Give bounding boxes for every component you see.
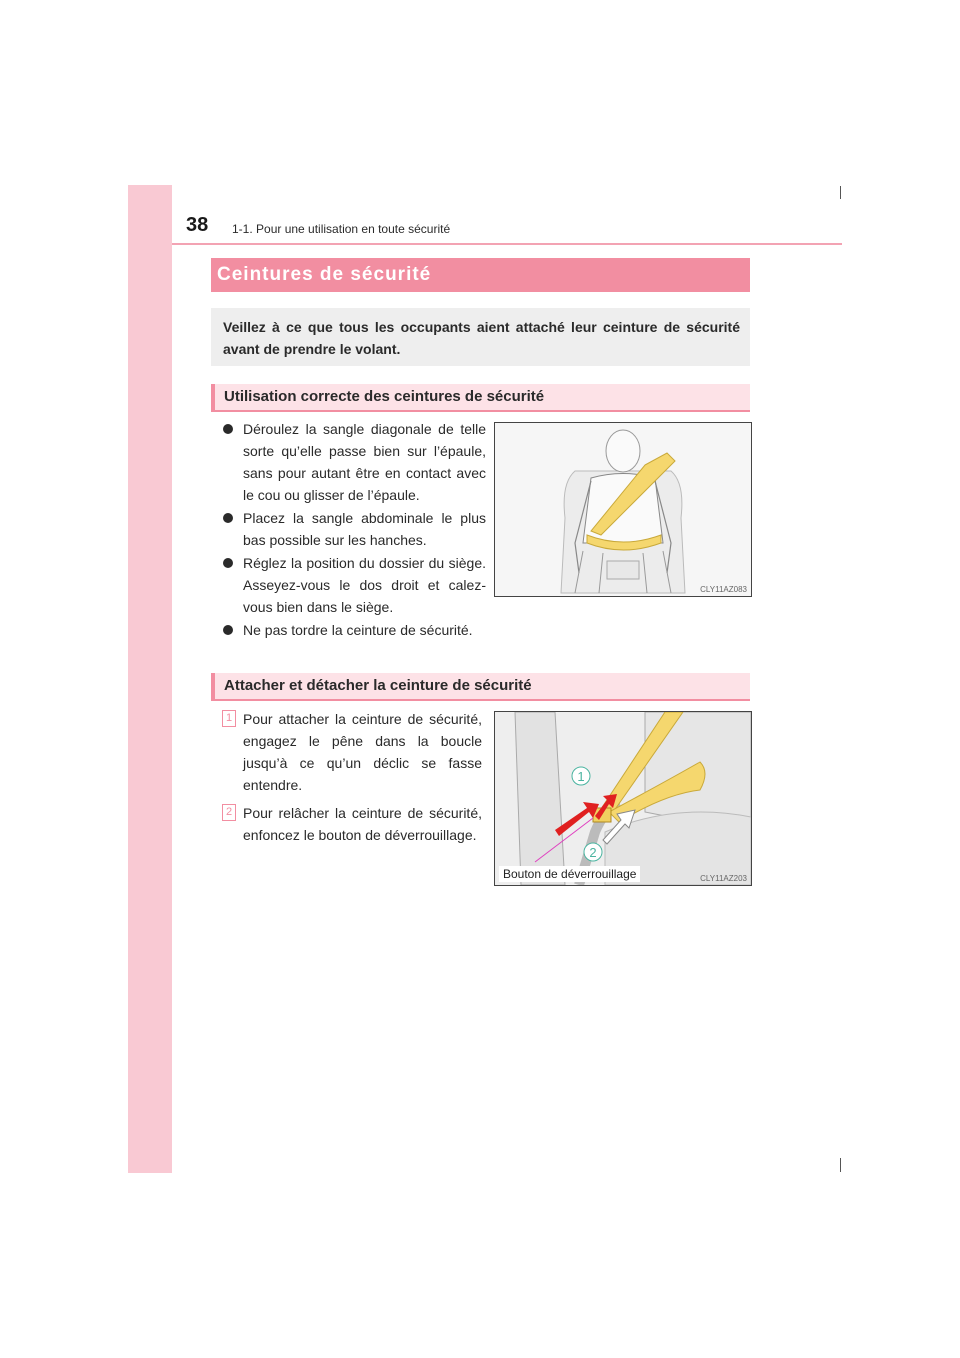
- bullet-item: [222, 418, 486, 506]
- subsection-heading-correct-use: Utilisation correcte des ceintures de sécurité: [211, 384, 750, 412]
- bullet-item: [222, 552, 486, 618]
- side-color-strip: [128, 185, 172, 1173]
- section-title: Ceintures de sécurité: [211, 258, 750, 292]
- step-item: [222, 802, 482, 846]
- crop-mark-bottom: [840, 1158, 841, 1172]
- bullet-icon: [223, 625, 233, 635]
- bullet-icon: [223, 558, 233, 568]
- step-text: Pour relâcher la ceinture de sécurité, enfoncez le bouton de déverrouillage.: [243, 805, 482, 843]
- figure-seated-person: [494, 422, 752, 597]
- running-header: 1-1. Pour une utilisation en toute sécurité: [232, 222, 451, 236]
- subsection-heading-fasten: Attacher et détacher la ceinture de sécurité: [211, 673, 750, 701]
- figure-seat-belt-buckle: [494, 711, 752, 886]
- figure-code: CLY11AZ203: [700, 874, 747, 883]
- step-number: 2: [222, 804, 236, 821]
- seated-person-illustration: [495, 423, 751, 596]
- step-item: [222, 708, 482, 796]
- header-rule: [172, 243, 842, 245]
- fasten-steps-list: [222, 708, 482, 852]
- crop-mark-top: [840, 186, 841, 199]
- callout-1: 1: [577, 769, 585, 784]
- step-text: Pour attacher la ceinture de sécurité, engagez le pêne dans la boucle jusqu’à ce qu’un déclic se fasse entendre.: [243, 711, 482, 793]
- correct-use-bullet-list: [222, 418, 486, 642]
- callout-2: 2: [589, 845, 597, 860]
- bullet-icon: [223, 513, 233, 523]
- figure-code: CLY11AZ083: [700, 585, 747, 594]
- buckle-illustration: [495, 712, 751, 885]
- bullet-item: [222, 619, 486, 641]
- bullet-text: Ne pas tordre la ceinture de sécurité.: [243, 622, 473, 638]
- bullet-text: Placez la sangle abdominale le plus bas possible sur les hanches.: [243, 510, 486, 548]
- step-number: 1: [222, 710, 236, 727]
- page-number: 38: [186, 214, 209, 236]
- bullet-item: [222, 507, 486, 551]
- intro-box: Veillez à ce que tous les occupants aient attaché leur ceinture de sécurité avant de prendre le volant.: [211, 308, 750, 366]
- release-button-label: Bouton de déverrouillage: [499, 866, 640, 882]
- bullet-text: Réglez la position du dossier du siège. Asseyez-vous le dos droit et calez-vous bien dans le siège.: [243, 555, 486, 615]
- bullet-text: Déroulez la sangle diagonale de telle sorte qu’elle passe bien sur l’épaule, sans pour autant être en contact avec le cou ou glisser de l’épaule.: [243, 421, 486, 503]
- bullet-icon: [223, 424, 233, 434]
